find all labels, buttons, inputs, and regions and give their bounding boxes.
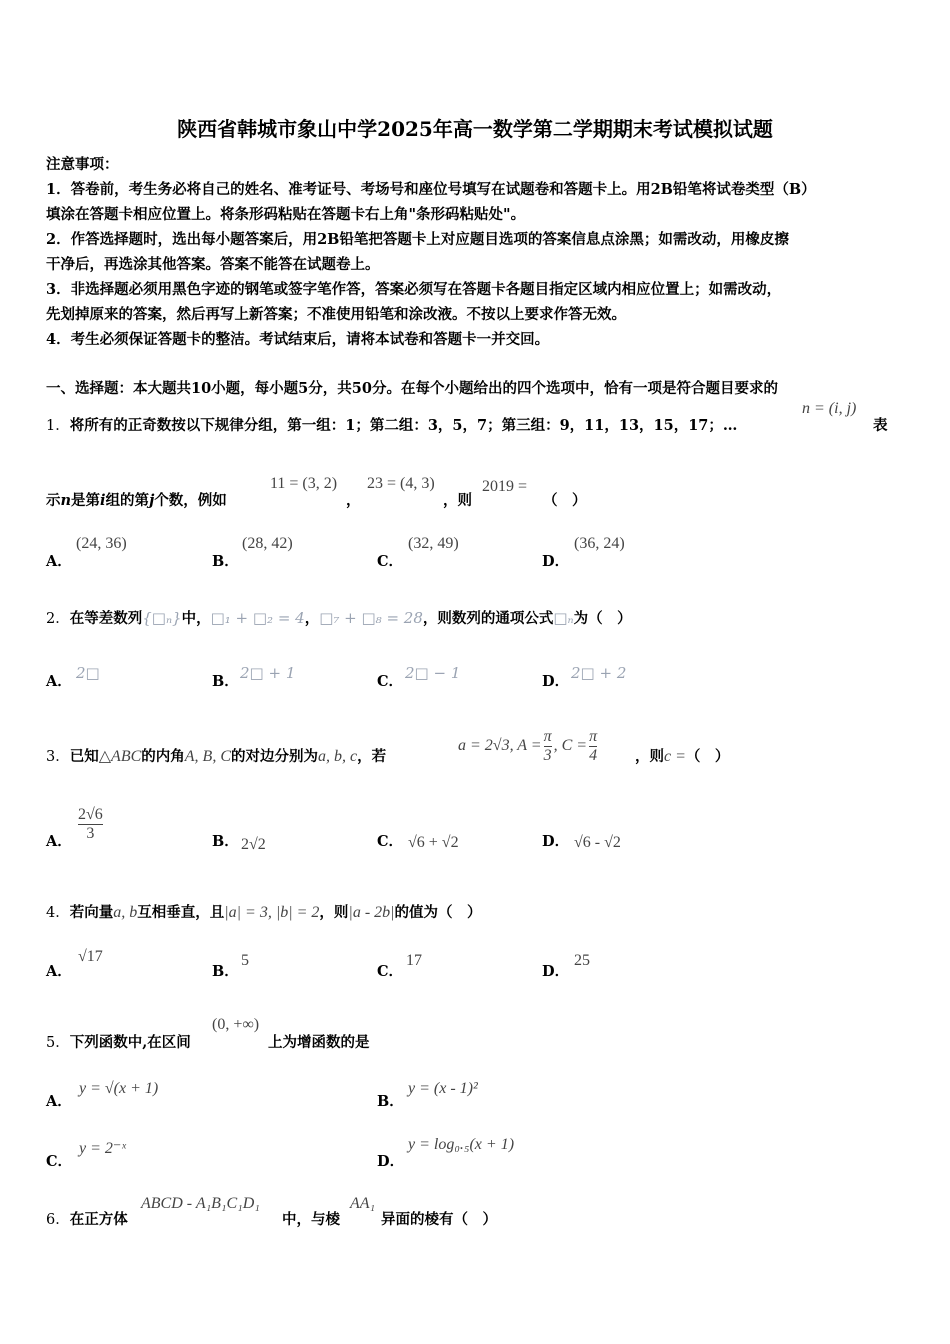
question-6-part1: [46, 1208, 128, 1229]
option-value: √6 - √2: [574, 834, 621, 851]
option-label: D．: [377, 1153, 405, 1170]
option-value: y = 2⁻ˣ: [79, 1140, 126, 1157]
fraction: [78, 806, 103, 842]
question-text: 个数，例如: [154, 492, 227, 509]
option-label: B．: [212, 553, 239, 570]
option-value: √6 + √2: [408, 834, 459, 851]
math-expression: 23 = (4, 3): [367, 475, 435, 492]
option-label: B．: [212, 673, 239, 690]
option-label: C．: [377, 553, 404, 570]
math-variable: n: [60, 492, 72, 509]
math-expression: |a| = 3, |b| = 2: [224, 904, 320, 921]
question-text: 将所有的正奇数按以下规律分组，第一组：1；第二组：3，5，7；第三组：9，11，13，15，17；…: [69, 417, 738, 434]
math-expression: a, b, c: [317, 748, 358, 765]
option-label: A．: [46, 833, 72, 850]
question-2: [46, 607, 632, 628]
question-number: 4．: [46, 905, 70, 921]
option-label: A．: [46, 963, 72, 980]
option-label: C．: [377, 963, 404, 980]
option-value: (36, 24): [574, 535, 625, 552]
math-expression: 11 = (3, 2): [270, 475, 338, 492]
math-expression: {□ₙ}: [142, 609, 182, 627]
notice-line: 3．非选择题必须用黑色字迹的钢笔或签字笔作答，答案必须写在答题卡各题目指定区域内相应位置上；如需改动，: [46, 281, 782, 298]
question-text: （ ）: [685, 748, 730, 765]
math-variable: i: [100, 492, 106, 509]
question-text: 已知: [69, 748, 99, 765]
question-3-part2: [635, 745, 729, 766]
math-variable: j: [149, 492, 155, 509]
option-label: C．: [377, 673, 404, 690]
math-expression: a, b: [113, 904, 138, 921]
option-value: (24, 36): [76, 535, 127, 552]
math-expression: □₁ + □₂ = 4: [210, 609, 305, 627]
option-value: y = √(x + 1): [79, 1080, 159, 1097]
option-value: 2□: [76, 664, 100, 682]
question-text: ，: [346, 492, 361, 509]
option-label: B．: [212, 833, 239, 850]
math-expression: AA₁: [350, 1195, 376, 1212]
notice-line: 1．答卷前，考生务必将自己的姓名、准考证号、考场号和座位号填写在试题卷和答题卡上。用2B铅笔将试卷类型（B）: [46, 181, 816, 198]
question-1-line1: [46, 414, 737, 435]
option-value: (32, 49): [408, 535, 459, 552]
question-number: 5．: [46, 1035, 70, 1051]
question-text: ，则: [443, 492, 472, 509]
option-value: 2√2: [241, 836, 266, 853]
question-4: [46, 901, 482, 922]
question-text: 为（ ）: [573, 610, 632, 627]
option-label: C．: [46, 1153, 73, 1170]
question-text: 异面的棱有（ ）: [381, 1211, 497, 1228]
question-text: 组的第: [105, 492, 150, 509]
option-value: 5: [241, 952, 249, 969]
question-text: 是第: [71, 492, 101, 509]
question-number: 1．: [46, 418, 70, 434]
option-value: 2□ + 1: [240, 664, 296, 682]
numerator: 2√6: [78, 806, 103, 823]
option-value: y = log₀.₅(x + 1): [408, 1136, 515, 1153]
option-label: A．: [46, 553, 72, 570]
math-expression: |a - 2b|: [348, 904, 395, 921]
question-text: 表: [873, 417, 888, 434]
question-number: 3．: [46, 749, 70, 765]
fraction: [544, 728, 552, 764]
math-expression: □₇ + □₈ = 28: [319, 609, 423, 627]
notice-line: 2．作答选择题时，选出每小题答案后，用2B铅笔把答题卡上对应题目选项的答案信息点涂黑；如需改动，用橡皮擦: [46, 231, 789, 248]
question-text: 上为增函数的是: [268, 1034, 370, 1051]
option-value: [78, 806, 103, 842]
math-expression: c =: [664, 748, 686, 765]
option-label: D．: [542, 833, 570, 850]
fraction: [589, 728, 597, 764]
question-5-part1: [46, 1031, 191, 1052]
question-number: 6．: [46, 1212, 70, 1228]
option-label: C．: [377, 833, 404, 850]
question-text: 下列函数中,在区间: [69, 1034, 191, 1051]
math-expression: 2019 =: [482, 478, 528, 495]
option-value: 17: [406, 952, 422, 969]
page-title: 陕西省韩城市象山中学2025年高一数学第二学期期末考试模拟试题: [177, 117, 773, 141]
notice-line: 先划掉原来的答案，然后再写上新答案；不准使用铅笔和涂改液。不按以上要求作答无效。: [46, 306, 626, 323]
question-number: 2．: [46, 611, 70, 627]
denominator: 4: [589, 746, 598, 764]
option-label: D．: [542, 553, 570, 570]
question-text: 互相垂直，且: [137, 904, 225, 921]
math-expression: n = (i, j): [802, 400, 857, 417]
option-value: 25: [574, 952, 590, 969]
question-text: 在正方体: [69, 1211, 128, 1228]
section-heading: 一、选择题：本大题共10小题，每小题5分，共50分。在每个小题给出的四个选项中，恰有一项是符合题目要求的: [46, 380, 778, 397]
question-text: 的值为（ ）: [394, 904, 482, 921]
math-expression: A, B, C: [184, 748, 231, 765]
question-text: 中，: [181, 610, 211, 627]
option-label: D．: [542, 673, 570, 690]
option-label: B．: [377, 1093, 404, 1110]
option-value: √17: [78, 948, 103, 965]
question-text: ，: [304, 610, 320, 627]
math-expression: (0, +∞): [212, 1016, 260, 1033]
question-text: 在等差数列: [69, 610, 143, 627]
notice-line: 填涂在答题卡相应位置上。将条形码粘贴在答题卡右上角"条形码粘贴处"。: [46, 206, 526, 223]
math-expression: [458, 728, 597, 764]
question-1-line2: [46, 489, 227, 510]
option-label: A．: [46, 673, 72, 690]
option-value: (28, 42): [242, 535, 293, 552]
notice-line: 4．考生必须保证答题卡的整洁。考试结束后，请将本试卷和答题卡一并交回。: [46, 331, 550, 348]
question-text: 示: [46, 492, 61, 509]
math-expression: □ₙ: [553, 609, 574, 627]
question-3-part1: [46, 745, 386, 766]
notice-heading: 注意事项：: [46, 156, 119, 173]
numerator: π: [589, 728, 598, 745]
math-text: , C =: [553, 737, 588, 755]
question-text: ，则数列的通项公式: [422, 610, 554, 627]
question-text: ，若: [357, 748, 387, 765]
numerator: π: [543, 728, 552, 745]
denominator: 3: [86, 824, 95, 842]
option-value: 2□ − 1: [405, 664, 461, 682]
question-text: 若向量: [69, 904, 114, 921]
math-expression: △ABC: [98, 748, 142, 765]
question-text: ，则: [319, 904, 349, 921]
option-value: y = (x - 1)²: [408, 1080, 478, 1097]
option-label: A．: [46, 1093, 72, 1110]
math-text: a = 2√3, A =: [458, 737, 542, 755]
question-text: ，则: [635, 748, 664, 765]
denominator: 3: [543, 746, 552, 764]
question-text: 的内角: [141, 748, 185, 765]
notice-line: 干净后，再选涂其他答案。答案不能答在试题卷上。: [46, 256, 380, 273]
math-expression: ABCD - A₁B₁C₁D₁: [141, 1195, 260, 1212]
question-text: 中，与棱: [282, 1211, 340, 1228]
answer-paren: （ ）: [543, 492, 587, 509]
question-text: 的对边分别为: [230, 748, 318, 765]
option-label: B．: [212, 963, 239, 980]
option-value: 2□ + 2: [571, 664, 627, 682]
option-label: D．: [542, 963, 570, 980]
